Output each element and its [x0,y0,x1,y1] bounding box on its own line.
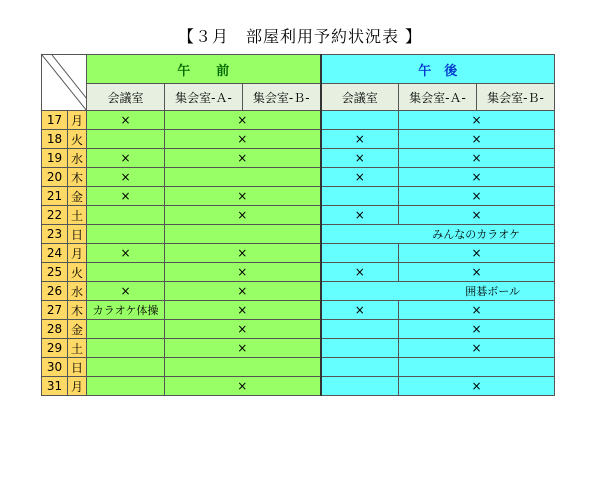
table-row [42,358,555,377]
day-number: 28 [42,320,68,339]
day-number: 27 [42,301,68,320]
day-number: 19 [42,149,68,168]
pm-shukai-cell: × [399,244,555,263]
pm-kaigi-cell [321,339,399,358]
table-row [42,282,555,301]
am-shukai-cell: × [165,320,321,339]
pm-kaigi-cell: × [321,263,399,282]
table-row [42,244,555,263]
am-kaigi-cell: × [87,187,165,206]
pm-shukai-cell: × [399,263,555,282]
am-shukai-cell: × [165,263,321,282]
am-shukai-cell: × [165,339,321,358]
pm-shukai-cell: × [399,320,555,339]
pm-shukai-cell: × [399,130,555,149]
table-row [42,206,555,225]
am-kaigi-cell: × [87,282,165,301]
am-kaigi-cell [87,358,165,377]
am-room-kaigi: 会議室 [87,84,165,111]
weekday: 金 [68,320,87,339]
am-shukai-cell: × [165,301,321,320]
day-number: 23 [42,225,68,244]
pm-kaigi-cell: × [321,301,399,320]
pm-kaigi-cell [321,358,399,377]
pm-kaigi-cell: × [321,206,399,225]
table-row [42,320,555,339]
weekday: 土 [68,339,87,358]
weekday: 木 [68,301,87,320]
day-number: 21 [42,187,68,206]
pm-kaigi-cell: × [321,149,399,168]
table-row [42,168,555,187]
am-kaigi-cell [87,320,165,339]
table-row [42,301,555,320]
table-row [42,263,555,282]
pm-kaigi-cell: × [321,130,399,149]
pm-shukai-cell: × [399,187,555,206]
table-row [42,377,555,396]
reservation-table [41,54,555,396]
am-shukai-cell: × [165,187,321,206]
am-header: 午 前 [87,55,321,84]
weekday: 月 [68,377,87,396]
weekday: 水 [68,149,87,168]
table-row [42,130,555,149]
pm-shukai-cell: × [399,339,555,358]
day-number: 20 [42,168,68,187]
am-shukai-cell: × [165,244,321,263]
pm-shukai-cell: × [399,377,555,396]
pm-header: 午 後 [321,55,555,84]
pm-room-shukai-b: 集会室-Ｂ- [477,84,555,111]
pm-kaigi-cell [321,320,399,339]
day-number: 18 [42,130,68,149]
day-number: 22 [42,206,68,225]
weekday: 日 [68,358,87,377]
am-shukai-cell: × [165,377,321,396]
pm-shukai-cell [399,358,555,377]
day-number: 29 [42,339,68,358]
weekday: 金 [68,187,87,206]
table-row [42,225,555,244]
table-row [42,339,555,358]
pm-room-shukai-a: 集会室-Ａ- [399,84,477,111]
am-kaigi-cell: カラオケ体操 [87,301,165,320]
am-shukai-cell: × [165,149,321,168]
am-kaigi-cell [87,225,165,244]
am-kaigi-cell [87,206,165,225]
table-row [42,111,555,130]
weekday: 月 [68,244,87,263]
pm-shukai-cell: × [399,111,555,130]
weekday: 日 [68,225,87,244]
day-number: 24 [42,244,68,263]
pm-shukai-cell: × [399,149,555,168]
pm-kaigi-cell [321,187,399,206]
am-kaigi-cell [87,263,165,282]
day-number: 31 [42,377,68,396]
weekday: 火 [68,130,87,149]
am-shukai-cell: × [165,206,321,225]
am-shukai-cell [165,225,321,244]
pm-kaigi-cell [321,111,399,130]
pm-event-cell: みんなのカラオケ [321,225,555,244]
day-number: 17 [42,111,68,130]
am-kaigi-cell [87,339,165,358]
pm-kaigi-cell [321,377,399,396]
am-room-shukai-a: 集会室-Ａ- [165,84,243,111]
pm-shukai-cell: × [399,168,555,187]
pm-kaigi-cell [321,244,399,263]
pm-kaigi-cell: × [321,168,399,187]
weekday: 火 [68,263,87,282]
pm-room-kaigi: 会議室 [321,84,399,111]
day-number: 30 [42,358,68,377]
am-shukai-cell [165,358,321,377]
diagonal-lines [42,55,87,111]
table-row [42,149,555,168]
table-row [42,187,555,206]
am-kaigi-cell: × [87,149,165,168]
pm-event-cell: 囲碁ボール [321,282,555,301]
day-number: 26 [42,282,68,301]
am-shukai-cell [165,168,321,187]
am-kaigi-cell: × [87,168,165,187]
weekday: 月 [68,111,87,130]
am-kaigi-cell [87,130,165,149]
am-kaigi-cell: × [87,244,165,263]
am-kaigi-cell [87,377,165,396]
am-shukai-cell: × [165,111,321,130]
weekday: 土 [68,206,87,225]
day-number: 25 [42,263,68,282]
weekday: 水 [68,282,87,301]
am-shukai-cell: × [165,282,321,301]
page-title: 【３月 部屋利用予約状況表 】 [177,27,423,46]
weekday: 木 [68,168,87,187]
am-shukai-cell: × [165,130,321,149]
corner-cell [42,55,87,111]
am-kaigi-cell: × [87,111,165,130]
am-room-shukai-b: 集会室-Ｂ- [243,84,321,111]
pm-shukai-cell: × [399,301,555,320]
pm-shukai-cell: × [399,206,555,225]
